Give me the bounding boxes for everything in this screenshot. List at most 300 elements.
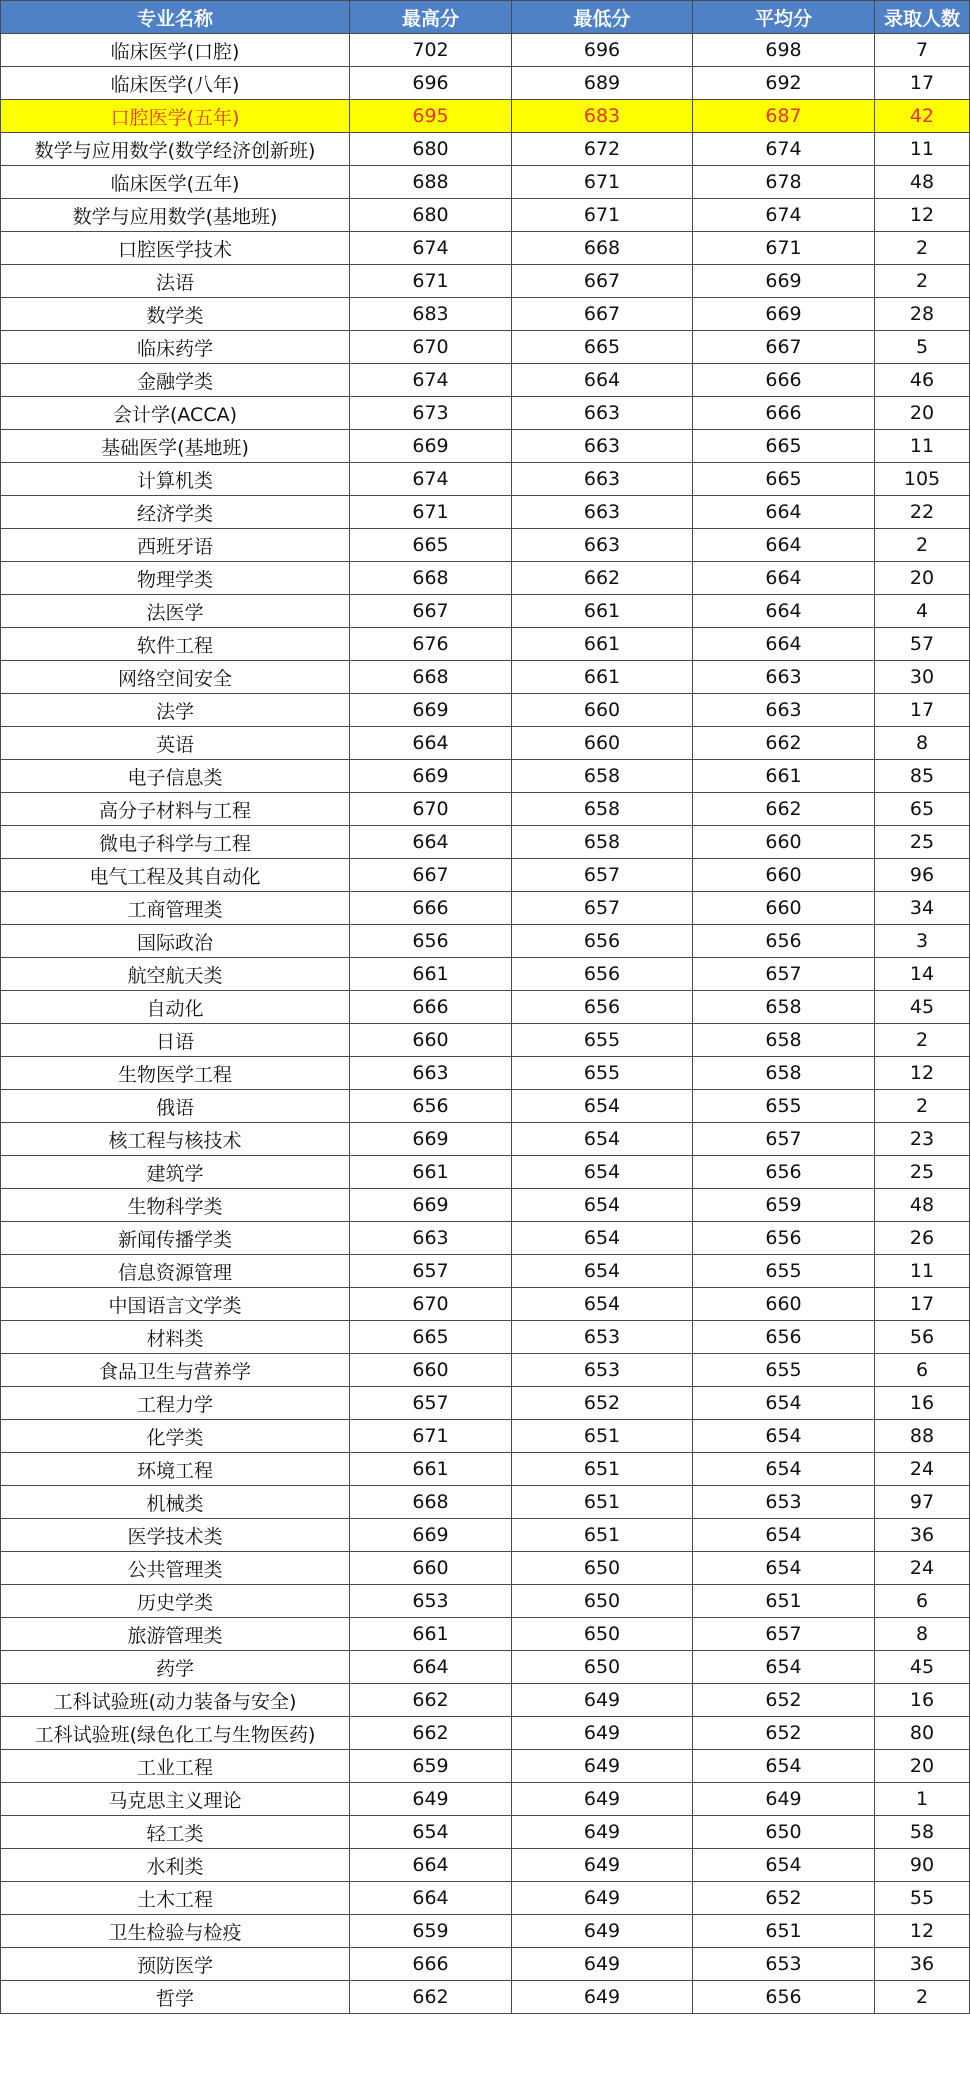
cell-max-score: 664 [350,1849,512,1882]
cell-min-score: 696 [512,34,693,67]
cell-avg-score: 652 [693,1882,875,1915]
cell-major: 数学与应用数学(数学经济创新班) [1,133,350,166]
cell-avg-score: 678 [693,166,875,199]
header-admitted-count: 录取人数 [875,1,970,34]
cell-major: 建筑学 [1,1156,350,1189]
table-row [1,67,970,100]
cell-major: 工科试验班(动力装备与安全) [1,1684,350,1717]
cell-avg-score: 655 [693,1255,875,1288]
cell-avg-score: 658 [693,991,875,1024]
cell-avg-score: 651 [693,1915,875,1948]
cell-admitted-count: 46 [875,364,970,397]
cell-major: 物理学类 [1,562,350,595]
cell-min-score: 689 [512,67,693,100]
cell-min-score: 654 [512,1288,693,1321]
cell-admitted-count: 25 [875,826,970,859]
cell-major: 会计学(ACCA) [1,397,350,430]
cell-avg-score: 664 [693,562,875,595]
cell-avg-score: 662 [693,793,875,826]
cell-max-score: 669 [350,1123,512,1156]
cell-avg-score: 655 [693,1090,875,1123]
cell-min-score: 649 [512,1816,693,1849]
cell-max-score: 666 [350,1948,512,1981]
cell-max-score: 654 [350,1816,512,1849]
cell-avg-score: 654 [693,1453,875,1486]
cell-major: 旅游管理类 [1,1618,350,1651]
cell-max-score: 683 [350,298,512,331]
table-row [1,1321,970,1354]
cell-min-score: 649 [512,1981,693,2014]
cell-min-score: 650 [512,1552,693,1585]
cell-avg-score: 666 [693,397,875,430]
cell-avg-score: 660 [693,892,875,925]
cell-admitted-count: 45 [875,1651,970,1684]
table-row [1,1651,970,1684]
cell-avg-score: 658 [693,1057,875,1090]
cell-avg-score: 660 [693,859,875,892]
cell-max-score: 674 [350,232,512,265]
cell-major: 土木工程 [1,1882,350,1915]
cell-max-score: 667 [350,859,512,892]
cell-min-score: 654 [512,1255,693,1288]
cell-avg-score: 665 [693,430,875,463]
cell-max-score: 669 [350,1519,512,1552]
cell-min-score: 661 [512,661,693,694]
cell-admitted-count: 36 [875,1948,970,1981]
cell-major: 数学与应用数学(基地班) [1,199,350,232]
cell-avg-score: 654 [693,1849,875,1882]
cell-min-score: 649 [512,1717,693,1750]
cell-max-score: 673 [350,397,512,430]
cell-major: 俄语 [1,1090,350,1123]
header-avg-score: 平均分 [693,1,875,34]
table-row [1,1519,970,1552]
cell-admitted-count: 14 [875,958,970,991]
cell-admitted-count: 6 [875,1585,970,1618]
table-row [1,1420,970,1453]
cell-min-score: 651 [512,1486,693,1519]
table-row [1,1453,970,1486]
cell-max-score: 656 [350,925,512,958]
cell-admitted-count: 11 [875,133,970,166]
cell-avg-score: 657 [693,1123,875,1156]
cell-min-score: 655 [512,1024,693,1057]
cell-major: 电子信息类 [1,760,350,793]
cell-admitted-count: 17 [875,67,970,100]
cell-min-score: 668 [512,232,693,265]
cell-major: 临床药学 [1,331,350,364]
cell-major: 核工程与核技术 [1,1123,350,1156]
cell-admitted-count: 85 [875,760,970,793]
cell-avg-score: 653 [693,1486,875,1519]
cell-admitted-count: 2 [875,1024,970,1057]
cell-major: 环境工程 [1,1453,350,1486]
cell-avg-score: 674 [693,199,875,232]
cell-max-score: 669 [350,1189,512,1222]
cell-admitted-count: 20 [875,397,970,430]
cell-avg-score: 656 [693,925,875,958]
table-row [1,793,970,826]
cell-max-score: 661 [350,1453,512,1486]
cell-max-score: 661 [350,958,512,991]
table-row [1,199,970,232]
cell-min-score: 649 [512,1783,693,1816]
cell-max-score: 664 [350,826,512,859]
cell-admitted-count: 30 [875,661,970,694]
cell-min-score: 656 [512,991,693,1024]
table-row [1,1189,970,1222]
table-row [1,100,970,133]
cell-avg-score: 687 [693,100,875,133]
cell-avg-score: 660 [693,826,875,859]
cell-max-score: 674 [350,463,512,496]
cell-max-score: 657 [350,1387,512,1420]
cell-avg-score: 649 [693,1783,875,1816]
table-row [1,1057,970,1090]
cell-admitted-count: 34 [875,892,970,925]
cell-min-score: 665 [512,331,693,364]
cell-max-score: 667 [350,595,512,628]
table-row [1,958,970,991]
table-row [1,1717,970,1750]
cell-max-score: 665 [350,1321,512,1354]
cell-major: 基础医学(基地班) [1,430,350,463]
cell-admitted-count: 2 [875,1981,970,2014]
cell-max-score: 670 [350,1288,512,1321]
table-body [1,34,970,2014]
table-row [1,298,970,331]
cell-min-score: 671 [512,166,693,199]
cell-admitted-count: 20 [875,1750,970,1783]
cell-admitted-count: 65 [875,793,970,826]
cell-min-score: 663 [512,529,693,562]
cell-avg-score: 654 [693,1387,875,1420]
cell-major: 医学技术类 [1,1519,350,1552]
cell-avg-score: 667 [693,331,875,364]
table-row [1,364,970,397]
cell-major: 口腔医学技术 [1,232,350,265]
cell-admitted-count: 58 [875,1816,970,1849]
cell-avg-score: 656 [693,1321,875,1354]
table-row [1,1849,970,1882]
cell-max-score: 680 [350,133,512,166]
table-row [1,760,970,793]
cell-avg-score: 657 [693,958,875,991]
cell-major: 工商管理类 [1,892,350,925]
cell-max-score: 662 [350,1981,512,2014]
cell-min-score: 654 [512,1156,693,1189]
cell-min-score: 649 [512,1882,693,1915]
cell-min-score: 663 [512,463,693,496]
cell-min-score: 649 [512,1684,693,1717]
cell-major: 历史学类 [1,1585,350,1618]
cell-min-score: 664 [512,364,693,397]
table-row [1,661,970,694]
cell-min-score: 655 [512,1057,693,1090]
cell-avg-score: 659 [693,1189,875,1222]
cell-min-score: 654 [512,1090,693,1123]
cell-min-score: 657 [512,892,693,925]
cell-max-score: 664 [350,1651,512,1684]
table-row [1,859,970,892]
cell-avg-score: 698 [693,34,875,67]
cell-min-score: 662 [512,562,693,595]
table-row [1,1750,970,1783]
cell-major: 航空航天类 [1,958,350,991]
cell-max-score: 688 [350,166,512,199]
cell-max-score: 666 [350,991,512,1024]
cell-major: 药学 [1,1651,350,1684]
cell-max-score: 653 [350,1585,512,1618]
cell-admitted-count: 25 [875,1156,970,1189]
cell-avg-score: 658 [693,1024,875,1057]
cell-min-score: 650 [512,1618,693,1651]
cell-max-score: 671 [350,496,512,529]
cell-min-score: 658 [512,760,693,793]
table-row [1,133,970,166]
cell-min-score: 667 [512,265,693,298]
cell-max-score: 664 [350,727,512,760]
table-row [1,1354,970,1387]
cell-major: 食品卫生与营养学 [1,1354,350,1387]
cell-admitted-count: 90 [875,1849,970,1882]
cell-admitted-count: 17 [875,1288,970,1321]
table-row [1,1255,970,1288]
cell-max-score: 695 [350,100,512,133]
cell-max-score: 702 [350,34,512,67]
cell-max-score: 660 [350,1552,512,1585]
cell-max-score: 674 [350,364,512,397]
cell-avg-score: 654 [693,1420,875,1453]
cell-avg-score: 657 [693,1618,875,1651]
table-row [1,463,970,496]
table-row [1,166,970,199]
table-row [1,1882,970,1915]
table-row [1,1222,970,1255]
cell-admitted-count: 97 [875,1486,970,1519]
header-min-score: 最低分 [512,1,693,34]
cell-admitted-count: 16 [875,1387,970,1420]
cell-major: 中国语言文学类 [1,1288,350,1321]
cell-avg-score: 654 [693,1552,875,1585]
table-row [1,430,970,463]
cell-avg-score: 651 [693,1585,875,1618]
cell-max-score: 696 [350,67,512,100]
cell-max-score: 663 [350,1057,512,1090]
cell-avg-score: 660 [693,1288,875,1321]
cell-avg-score: 662 [693,727,875,760]
cell-min-score: 656 [512,925,693,958]
cell-admitted-count: 16 [875,1684,970,1717]
cell-avg-score: 692 [693,67,875,100]
cell-avg-score: 664 [693,496,875,529]
cell-major: 日语 [1,1024,350,1057]
table-row [1,34,970,67]
cell-max-score: 662 [350,1717,512,1750]
cell-min-score: 660 [512,694,693,727]
cell-admitted-count: 11 [875,1255,970,1288]
cell-max-score: 664 [350,1882,512,1915]
cell-max-score: 662 [350,1684,512,1717]
cell-avg-score: 661 [693,760,875,793]
table-row [1,1552,970,1585]
cell-avg-score: 654 [693,1519,875,1552]
cell-max-score: 661 [350,1618,512,1651]
cell-min-score: 649 [512,1948,693,1981]
cell-major: 生物医学工程 [1,1057,350,1090]
table-row [1,694,970,727]
cell-admitted-count: 5 [875,331,970,364]
table-header [1,1,970,34]
cell-major: 电气工程及其自动化 [1,859,350,892]
cell-min-score: 649 [512,1915,693,1948]
table-row [1,562,970,595]
cell-max-score: 659 [350,1915,512,1948]
cell-major: 经济学类 [1,496,350,529]
cell-major: 工业工程 [1,1750,350,1783]
table-row [1,1783,970,1816]
cell-avg-score: 652 [693,1717,875,1750]
table-row [1,1684,970,1717]
cell-max-score: 670 [350,331,512,364]
table-row [1,1123,970,1156]
cell-avg-score: 650 [693,1816,875,1849]
table-row [1,529,970,562]
cell-major: 材料类 [1,1321,350,1354]
cell-admitted-count: 96 [875,859,970,892]
cell-major: 公共管理类 [1,1552,350,1585]
cell-max-score: 656 [350,1090,512,1123]
cell-min-score: 654 [512,1189,693,1222]
cell-admitted-count: 48 [875,166,970,199]
cell-admitted-count: 24 [875,1552,970,1585]
cell-min-score: 649 [512,1849,693,1882]
cell-min-score: 667 [512,298,693,331]
cell-avg-score: 653 [693,1948,875,1981]
cell-min-score: 660 [512,727,693,760]
cell-avg-score: 663 [693,694,875,727]
cell-max-score: 649 [350,1783,512,1816]
table-row [1,1585,970,1618]
cell-avg-score: 655 [693,1354,875,1387]
cell-major: 哲学 [1,1981,350,2014]
cell-admitted-count: 105 [875,463,970,496]
cell-avg-score: 656 [693,1156,875,1189]
table-row [1,892,970,925]
cell-admitted-count: 2 [875,265,970,298]
cell-min-score: 671 [512,199,693,232]
cell-min-score: 661 [512,595,693,628]
table-row [1,496,970,529]
table-row [1,1915,970,1948]
cell-major: 轻工类 [1,1816,350,1849]
table-row [1,1948,970,1981]
cell-max-score: 668 [350,1486,512,1519]
cell-min-score: 672 [512,133,693,166]
cell-min-score: 657 [512,859,693,892]
table-row [1,1618,970,1651]
cell-max-score: 663 [350,1222,512,1255]
cell-admitted-count: 2 [875,232,970,265]
table-row [1,1156,970,1189]
cell-min-score: 663 [512,496,693,529]
cell-avg-score: 665 [693,463,875,496]
cell-major: 临床医学(口腔) [1,34,350,67]
cell-max-score: 669 [350,760,512,793]
table-row [1,727,970,760]
cell-major: 预防医学 [1,1948,350,1981]
cell-major: 法医学 [1,595,350,628]
cell-major: 生物科学类 [1,1189,350,1222]
table-row [1,1387,970,1420]
cell-major: 国际政治 [1,925,350,958]
cell-max-score: 661 [350,1156,512,1189]
cell-major: 高分子材料与工程 [1,793,350,826]
cell-max-score: 668 [350,562,512,595]
table-row [1,1288,970,1321]
header-major: 专业名称 [1,1,350,34]
cell-min-score: 683 [512,100,693,133]
cell-major: 软件工程 [1,628,350,661]
cell-major: 卫生检验与检疫 [1,1915,350,1948]
table-row [1,826,970,859]
cell-major: 机械类 [1,1486,350,1519]
cell-admitted-count: 1 [875,1783,970,1816]
cell-avg-score: 652 [693,1684,875,1717]
cell-admitted-count: 8 [875,1618,970,1651]
cell-min-score: 654 [512,1222,693,1255]
cell-min-score: 651 [512,1519,693,1552]
cell-admitted-count: 56 [875,1321,970,1354]
cell-admitted-count: 17 [875,694,970,727]
cell-admitted-count: 88 [875,1420,970,1453]
cell-min-score: 653 [512,1354,693,1387]
cell-avg-score: 663 [693,661,875,694]
cell-avg-score: 671 [693,232,875,265]
cell-min-score: 652 [512,1387,693,1420]
cell-min-score: 656 [512,958,693,991]
cell-min-score: 651 [512,1453,693,1486]
cell-major: 信息资源管理 [1,1255,350,1288]
cell-avg-score: 654 [693,1651,875,1684]
cell-min-score: 650 [512,1585,693,1618]
cell-major: 工科试验班(绿色化工与生物医药) [1,1717,350,1750]
cell-max-score: 669 [350,694,512,727]
cell-admitted-count: 42 [875,100,970,133]
cell-major: 法语 [1,265,350,298]
table-row [1,397,970,430]
cell-admitted-count: 26 [875,1222,970,1255]
cell-major: 法学 [1,694,350,727]
cell-admitted-count: 55 [875,1882,970,1915]
cell-admitted-count: 8 [875,727,970,760]
cell-avg-score: 664 [693,529,875,562]
cell-major: 计算机类 [1,463,350,496]
cell-min-score: 658 [512,826,693,859]
cell-max-score: 671 [350,265,512,298]
cell-avg-score: 656 [693,1981,875,2014]
cell-max-score: 659 [350,1750,512,1783]
cell-min-score: 653 [512,1321,693,1354]
cell-admitted-count: 24 [875,1453,970,1486]
cell-min-score: 651 [512,1420,693,1453]
table-row [1,595,970,628]
cell-admitted-count: 2 [875,1090,970,1123]
cell-max-score: 660 [350,1024,512,1057]
cell-min-score: 658 [512,793,693,826]
cell-avg-score: 669 [693,298,875,331]
cell-max-score: 668 [350,661,512,694]
